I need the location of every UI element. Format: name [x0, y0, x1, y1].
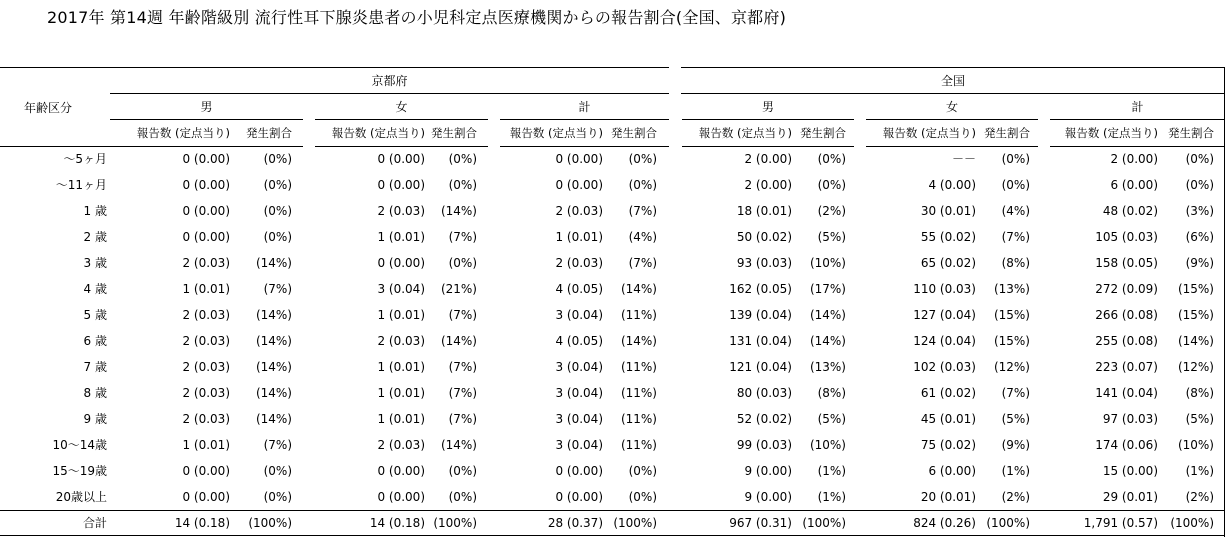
rate-cell: (6%)	[1185, 230, 1214, 244]
rate-cell: (15%)	[1177, 308, 1214, 322]
age-label: 合計	[82, 516, 107, 530]
total-row-rule	[0, 510, 1225, 511]
column-header-rule	[500, 146, 669, 147]
rate-cell: (4%)	[628, 230, 657, 244]
report-count-cell: 61 (0.02)	[920, 386, 976, 400]
report-count-cell: 4 (0.05)	[555, 334, 603, 348]
report-count-cell: 3 (0.04)	[555, 438, 603, 452]
report-count-cell: 93 (0.03)	[736, 256, 792, 270]
region-header-national: 全国	[940, 74, 965, 88]
report-count-cell: 110 (0.03)	[913, 282, 976, 296]
report-count-cell: 30 (0.01)	[920, 204, 976, 218]
sex-header: 女	[395, 100, 408, 114]
rate-cell: (14%)	[255, 386, 292, 400]
rate-cell: (2%)	[817, 204, 846, 218]
sex-header: 計	[1131, 100, 1144, 114]
reports-column-header: 報告数 (定点当り)	[331, 126, 425, 140]
report-count-cell: 80 (0.03)	[736, 386, 792, 400]
rate-cell: (7%)	[448, 412, 477, 426]
rate-cell: (13%)	[809, 360, 846, 374]
rate-cell: (14%)	[620, 334, 657, 348]
rate-cell: (0%)	[263, 230, 292, 244]
reports-column-header: 報告数 (定点当り)	[136, 126, 230, 140]
rate-column-header: 発生割合	[800, 126, 846, 140]
report-count-cell: 2 (0.03)	[555, 256, 603, 270]
report-count-cell: 2 (0.03)	[377, 334, 425, 348]
rate-cell: (11%)	[620, 360, 657, 374]
rate-cell: (14%)	[440, 204, 477, 218]
rate-cell: (12%)	[1177, 360, 1214, 374]
report-count-cell: 0 (0.00)	[555, 152, 603, 166]
rate-cell: (10%)	[809, 438, 846, 452]
rate-cell: (0%)	[1185, 152, 1214, 166]
rate-cell: (0%)	[448, 490, 477, 504]
report-count-cell: 1 (0.01)	[182, 438, 230, 452]
report-count-cell: 105 (0.03)	[1095, 230, 1158, 244]
report-count-cell: 1,791 (0.57)	[1083, 516, 1158, 530]
report-count-cell: 0 (0.00)	[182, 230, 230, 244]
reports-column-header: 報告数 (定点当り)	[882, 126, 976, 140]
rate-cell: (14%)	[255, 308, 292, 322]
rate-cell: (21%)	[440, 282, 477, 296]
rate-column-header: 発生割合	[1168, 126, 1214, 140]
rate-column-header: 発生割合	[611, 126, 657, 140]
report-count-cell: 14 (0.18)	[369, 516, 425, 530]
report-count-cell: 2 (0.03)	[182, 360, 230, 374]
report-count-cell: 1 (0.01)	[182, 282, 230, 296]
age-label: 9 歳	[83, 412, 107, 426]
rate-cell: (7%)	[263, 282, 292, 296]
rate-cell: (0%)	[1001, 178, 1030, 192]
report-count-cell: 55 (0.02)	[920, 230, 976, 244]
report-count-cell: 0 (0.00)	[377, 152, 425, 166]
report-count-cell: 0 (0.00)	[377, 256, 425, 270]
report-count-cell: 2 (0.00)	[744, 178, 792, 192]
report-count-cell: 141 (0.04)	[1095, 386, 1158, 400]
rate-cell: (7%)	[448, 360, 477, 374]
report-count-cell: 0 (0.00)	[182, 204, 230, 218]
rate-cell: (1%)	[817, 490, 846, 504]
rate-cell: (14%)	[440, 334, 477, 348]
report-count-cell: 2 (0.03)	[377, 204, 425, 218]
report-count-cell: 20 (0.01)	[920, 490, 976, 504]
report-count-cell: 3 (0.04)	[555, 360, 603, 374]
report-count-cell: 6 (0.00)	[1110, 178, 1158, 192]
age-label: 10～14歳	[52, 438, 107, 452]
rate-cell: (7%)	[628, 204, 657, 218]
report-count-cell: 0 (0.00)	[182, 152, 230, 166]
region-header-rule	[110, 93, 669, 94]
report-count-cell: 0 (0.00)	[182, 464, 230, 478]
age-label: 7 歳	[83, 360, 107, 374]
rate-cell: (2%)	[1185, 490, 1214, 504]
report-count-cell: 0 (0.00)	[555, 178, 603, 192]
report-count-cell: 121 (0.04)	[729, 360, 792, 374]
rate-cell: (7%)	[1001, 230, 1030, 244]
rate-cell: (7%)	[448, 230, 477, 244]
report-count-cell: 158 (0.05)	[1095, 256, 1158, 270]
report-count-cell: 0 (0.00)	[182, 490, 230, 504]
report-count-cell: 2 (0.03)	[555, 204, 603, 218]
rate-cell: (14%)	[255, 412, 292, 426]
rate-cell: (1%)	[1185, 464, 1214, 478]
rate-cell: (7%)	[1001, 386, 1030, 400]
rate-cell: (0%)	[448, 152, 477, 166]
age-label: ～5ヶ月	[63, 152, 107, 166]
rate-cell: (0%)	[448, 464, 477, 478]
rate-cell: (0%)	[1001, 152, 1030, 166]
report-count-cell: 124 (0.04)	[913, 334, 976, 348]
rate-cell: (5%)	[1001, 412, 1030, 426]
report-count-cell: 0 (0.00)	[377, 178, 425, 192]
report-count-cell: 2 (0.03)	[377, 438, 425, 452]
report-count-cell: 0 (0.00)	[377, 464, 425, 478]
report-count-cell: 14 (0.18)	[174, 516, 230, 530]
rate-cell: (0%)	[817, 152, 846, 166]
report-count-cell: 255 (0.08)	[1095, 334, 1158, 348]
report-count-cell: 1 (0.01)	[377, 230, 425, 244]
reports-column-header: 報告数 (定点当り)	[509, 126, 603, 140]
report-count-cell: －－	[951, 152, 976, 166]
age-label: 8 歳	[83, 386, 107, 400]
rate-cell: (11%)	[620, 386, 657, 400]
sex-header-rule	[866, 119, 1038, 120]
report-count-cell: 6 (0.00)	[928, 464, 976, 478]
rate-cell: (0%)	[263, 464, 292, 478]
rate-cell: (0%)	[1185, 178, 1214, 192]
rate-cell: (7%)	[448, 386, 477, 400]
rate-cell: (1%)	[817, 464, 846, 478]
sex-header: 男	[761, 100, 774, 114]
rate-cell: (7%)	[263, 438, 292, 452]
report-count-cell: 99 (0.03)	[736, 438, 792, 452]
report-count-cell: 18 (0.01)	[736, 204, 792, 218]
age-column-header: 年齢区分	[23, 101, 72, 115]
report-count-cell: 0 (0.00)	[555, 464, 603, 478]
reports-column-header: 報告数 (定点当り)	[1064, 126, 1158, 140]
report-count-cell: 1 (0.01)	[377, 386, 425, 400]
report-count-cell: 4 (0.05)	[555, 282, 603, 296]
rate-cell: (0%)	[448, 178, 477, 192]
rate-cell: (9%)	[1001, 438, 1030, 452]
rate-cell: (100%)	[433, 516, 477, 530]
rate-cell: (0%)	[628, 152, 657, 166]
report-count-cell: 131 (0.04)	[729, 334, 792, 348]
sex-header-rule	[500, 119, 669, 120]
sex-header-rule	[1050, 119, 1225, 120]
rate-cell: (8%)	[1185, 386, 1214, 400]
report-count-cell: 1 (0.01)	[377, 412, 425, 426]
sex-header: 女	[945, 100, 958, 114]
report-count-cell: 1 (0.01)	[555, 230, 603, 244]
report-count-cell: 3 (0.04)	[555, 308, 603, 322]
rate-cell: (11%)	[620, 412, 657, 426]
report-count-cell: 2 (0.03)	[182, 334, 230, 348]
rate-cell: (15%)	[993, 334, 1030, 348]
rate-cell: (8%)	[1001, 256, 1030, 270]
rate-cell: (14%)	[620, 282, 657, 296]
report-count-cell: 0 (0.00)	[182, 178, 230, 192]
rate-cell: (5%)	[817, 230, 846, 244]
rate-cell: (14%)	[809, 308, 846, 322]
rate-column-header: 発生割合	[431, 126, 477, 140]
table-top-rule	[681, 67, 1225, 68]
report-count-cell: 0 (0.00)	[377, 490, 425, 504]
rate-cell: (2%)	[1001, 490, 1030, 504]
age-label: 4 歳	[83, 282, 107, 296]
rate-cell: (3%)	[1185, 204, 1214, 218]
report-count-cell: 162 (0.05)	[729, 282, 792, 296]
rate-cell: (100%)	[802, 516, 846, 530]
report-count-cell: 52 (0.02)	[736, 412, 792, 426]
age-label: 6 歳	[83, 334, 107, 348]
rate-cell: (100%)	[248, 516, 292, 530]
rate-cell: (14%)	[809, 334, 846, 348]
report-count-cell: 0 (0.00)	[555, 490, 603, 504]
report-count-cell: 4 (0.00)	[928, 178, 976, 192]
rate-cell: (0%)	[628, 464, 657, 478]
report-count-cell: 174 (0.06)	[1095, 438, 1158, 452]
report-count-cell: 45 (0.01)	[920, 412, 976, 426]
rate-cell: (1%)	[1001, 464, 1030, 478]
page-title: 2017年 第14週 年齢階級別 流行性耳下腺炎患者の小児科定点医療機関からの報告割合(全国、京都府)	[47, 8, 787, 27]
report-count-cell: 2 (0.03)	[182, 386, 230, 400]
age-label: 2 歳	[83, 230, 107, 244]
report-count-cell: 2 (0.00)	[1110, 152, 1158, 166]
rate-cell: (11%)	[620, 308, 657, 322]
rate-cell: (10%)	[809, 256, 846, 270]
reports-column-header: 報告数 (定点当り)	[698, 126, 792, 140]
rate-cell: (7%)	[448, 308, 477, 322]
report-count-cell: 3 (0.04)	[377, 282, 425, 296]
age-label: 15～19歳	[52, 464, 107, 478]
rate-cell: (0%)	[263, 204, 292, 218]
report-count-cell: 97 (0.03)	[1102, 412, 1158, 426]
report-count-cell: 15 (0.00)	[1102, 464, 1158, 478]
age-label: 5 歳	[83, 308, 107, 322]
sex-header: 計	[578, 100, 591, 114]
report-count-cell: 102 (0.03)	[913, 360, 976, 374]
rate-cell: (14%)	[255, 256, 292, 270]
rate-cell: (14%)	[255, 360, 292, 374]
report-count-cell: 223 (0.07)	[1095, 360, 1158, 374]
report-count-cell: 272 (0.09)	[1095, 282, 1158, 296]
report-count-cell: 9 (0.00)	[744, 490, 792, 504]
rate-cell: (13%)	[993, 282, 1030, 296]
rate-column-header: 発生割合	[246, 126, 292, 140]
sex-header-rule	[110, 119, 303, 120]
age-label: 20歳以上	[55, 490, 107, 504]
report-count-cell: 2 (0.03)	[182, 308, 230, 322]
report-count-cell: 2 (0.00)	[744, 152, 792, 166]
report-count-cell: 48 (0.02)	[1102, 204, 1158, 218]
rate-cell: (10%)	[1177, 438, 1214, 452]
report-count-cell: 29 (0.01)	[1102, 490, 1158, 504]
report-count-cell: 3 (0.04)	[555, 412, 603, 426]
sex-header-rule	[315, 119, 488, 120]
report-count-cell: 65 (0.02)	[920, 256, 976, 270]
region-header-kyoto: 京都府	[371, 74, 408, 88]
report-count-cell: 824 (0.26)	[913, 516, 976, 530]
sex-header: 男	[200, 100, 213, 114]
report-count-cell: 75 (0.02)	[920, 438, 976, 452]
column-header-rule	[1050, 146, 1225, 147]
age-label: ～11ヶ月	[55, 178, 107, 192]
rate-cell: (0%)	[263, 152, 292, 166]
report-count-cell: 2 (0.03)	[182, 412, 230, 426]
rate-cell: (5%)	[1185, 412, 1214, 426]
column-header-rule	[866, 146, 1038, 147]
rate-cell: (100%)	[613, 516, 657, 530]
rate-cell: (0%)	[448, 256, 477, 270]
sex-header-rule	[682, 119, 854, 120]
column-header-rule	[315, 146, 488, 147]
report-count-cell: 266 (0.08)	[1095, 308, 1158, 322]
report-count-cell: 28 (0.37)	[547, 516, 603, 530]
report-count-cell: 1 (0.01)	[377, 360, 425, 374]
rate-cell: (17%)	[809, 282, 846, 296]
rate-cell: (100%)	[1170, 516, 1214, 530]
rate-cell: (0%)	[628, 178, 657, 192]
report-count-cell: 139 (0.04)	[729, 308, 792, 322]
rate-cell: (0%)	[263, 178, 292, 192]
rate-cell: (100%)	[986, 516, 1030, 530]
rate-cell: (0%)	[263, 490, 292, 504]
report-count-cell: 3 (0.04)	[555, 386, 603, 400]
report-count-cell: 967 (0.31)	[729, 516, 792, 530]
rate-cell: (14%)	[255, 334, 292, 348]
report-count-cell: 50 (0.02)	[736, 230, 792, 244]
rate-cell: (4%)	[1001, 204, 1030, 218]
rate-cell: (8%)	[817, 386, 846, 400]
rate-cell: (9%)	[1185, 256, 1214, 270]
rate-cell: (0%)	[817, 178, 846, 192]
rate-cell: (12%)	[993, 360, 1030, 374]
region-header-rule	[681, 93, 1225, 94]
rate-cell: (15%)	[993, 308, 1030, 322]
column-header-rule	[682, 146, 854, 147]
report-count-cell: 2 (0.03)	[182, 256, 230, 270]
table-top-rule	[0, 67, 669, 68]
rate-cell: (15%)	[1177, 282, 1214, 296]
report-count-cell: 9 (0.00)	[744, 464, 792, 478]
rate-cell: (14%)	[440, 438, 477, 452]
report-count-cell: 1 (0.01)	[377, 308, 425, 322]
rate-cell: (11%)	[620, 438, 657, 452]
rate-cell: (14%)	[1177, 334, 1214, 348]
column-header-rule	[110, 146, 303, 147]
age-label: 3 歳	[83, 256, 107, 270]
table-bottom-rule	[0, 535, 1225, 536]
rate-cell: (0%)	[628, 490, 657, 504]
rate-cell: (7%)	[628, 256, 657, 270]
age-label: 1 歳	[83, 204, 107, 218]
column-header-rule	[0, 146, 110, 147]
rate-cell: (5%)	[817, 412, 846, 426]
report-count-cell: 127 (0.04)	[913, 308, 976, 322]
rate-column-header: 発生割合	[984, 126, 1030, 140]
